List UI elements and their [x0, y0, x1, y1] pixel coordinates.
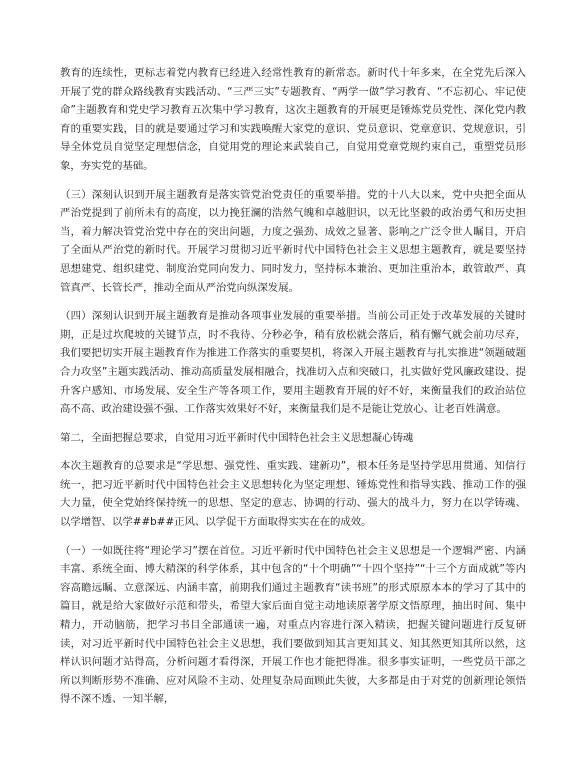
section-heading-second: 第二，全面把握总要求，自觉用习近平新时代中国特色社会主义思想凝心铸魂: [60, 431, 414, 444]
paragraph-section-one-theory-study: （一）一如既往将“理论学习”摆在首位。习近平新时代中国特色社会主义思想是一个逻辑严密、内涵丰富、系统全面、博大精深的科学体系，其中包含的“十个明确”“十四个坚持”“十三个方面成就”等内容高瞻远瞩、立意深远、内涵丰富，前期我们通过主题教育“读书班”的形式原原本本的学习了其中的篇目，就是给大家做好示范和带头，希望大家后面自觉主动地读原著学原文悟原理，抽出时间、集中精力，开动脑筋，把学习书目全部通读一遍，对重点内容进行深入精读，把握关键问题进行反复研读，对习近平新时代中国特色社会主义思想，我们要做到知其言更知其义、知其然更知其所以然，这样认识问题才站得高，分析问题才看得深，开展工作也才能把得准。很多事实证明，一些党员干部之所以判断形势不准确、应对风险不主动、处理复杂局面顾此失彼，大多都是由于对党的创新理论领悟得不深不透、一知半解，: [60, 544, 526, 706]
paragraph-education-continuity: 教育的连续性，更标志着党内教育已经进入经常性教育的新常态。新时代十年多来，在全党先后深入开展了党的群众路线教育实践活动、“三严三实”专题教育、“两学一做”学习教育、“不忘初心、牢记使命”主题教育和党史学习教育五次集中学习教育，这次主题教育的开展更是锤炼党员党性、深化党内教育的重要实践，目的就是要通过学习和实践唤醒大家党的意识、党员意识、党章意识、党规意识，引导全体党员自觉坚定理想信念，自觉用党的理论来武装自己，自觉用党章党规约束自己，重塑党员形象，夯实党的基础。: [60, 67, 526, 172]
paragraph-general-requirements: 本次主题教育的总要求是“学思想、强党性、重实践、建新功”，根本任务是坚持学思用贯通、知信行统一，把习近平新时代中国特色社会主义思想转化为坚定理想、锤炼党性和指导实践、推动工作的强大力量，使全党始终保持统一的思想、坚定的意志、协调的行动、强大的战斗力，努力在以学铸魂、以学增智、以学##b##正风、以学促干方面取得实实在在的成效。: [60, 460, 526, 529]
paragraph-section-three: （三）深刻认识到开展主题教育是落实管党治党责任的重要举措。党的十八大以来，党中央把全面从严治党提到了前所未有的高度，以力挽狂澜的浩然气魄和卓越胆识，以无比坚毅的政治勇气和历史担当，着力解决管党治党中存在的突出问题，力度之强劲、成效之显著、影响之广泛令世人瞩目，开启了全面从严治党的新时代。开展学习贯彻习近平新时代中国特色社会主义思想主题教育，就是要坚持思想建党、组织建党、制度治党同向发力、同时发力，坚持标本兼治、更加注重治本，敢管敢严、真管真严、长管长严，推动全面从严治党向纵深发展。: [60, 188, 526, 294]
paragraph-section-four: （四）深刻认识到开展主题教育是推动各项事业发展的重要举措。当前公司正处于改革发展的关键时期，正是过坎爬坡的关键节点，时不我待、分秒必争，稍有放松就会落后，稍有懈气就会前功尽弃，我们要把切实开展主题教育作为推进工作落实的重要契机，将深入开展主题教育与扎实推进“领题破题合力攻坚”主题实践活动、推动高质量发展相融合，找准切入点和突破口，扎实做好党风廉政建设、提升客户感知、市场发展、安全生产等各项工作，要用主题教育开展的好不好，来衡量我们的政治站位高不高、政治建设强不强、工作落实效果好不好，来衡量我们是不是能让党放心、让老百姓满意。: [60, 310, 526, 416]
